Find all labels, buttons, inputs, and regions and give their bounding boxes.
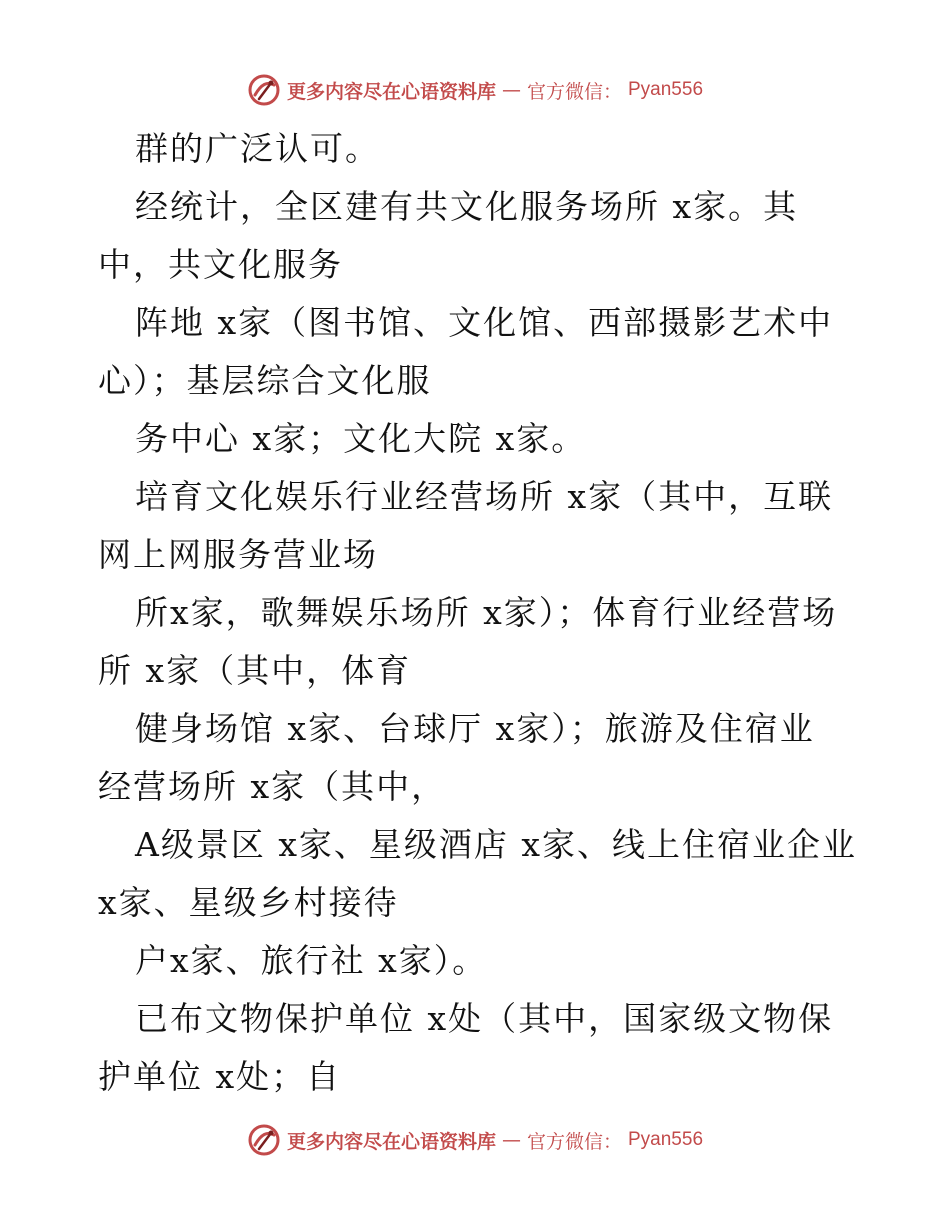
- text-line: 经统计，全区建有共文化服务场所 x家。其: [135, 187, 799, 226]
- footer-banner-separator: —: [501, 1129, 521, 1151]
- header-banner-inner: [247, 73, 703, 107]
- text-line: 所x家，歌舞娱乐场所 x家）；体育行业经营场: [135, 593, 838, 632]
- text-line: 所 x家（其中，体育: [98, 651, 412, 690]
- logo-icon: [247, 73, 281, 107]
- footer-banner-inner: [247, 1123, 703, 1157]
- text-line: 阵地 x家（图书馆、文化馆、西部摄影艺术中: [135, 303, 834, 342]
- text-line: 中，共文化服务: [98, 245, 343, 284]
- header-wechat-id: Pyan556: [628, 79, 704, 100]
- text-line: 心）；基层综合文化服: [98, 361, 432, 400]
- text-line: 经营场所 x家（其中，: [98, 767, 447, 806]
- text-line: 培育文化娱乐行业经营场所 x家（其中，互联: [135, 477, 834, 516]
- text-line: x家、星级乡村接待: [98, 883, 399, 922]
- text-line: 护单位 x处；自: [98, 1057, 342, 1096]
- footer-banner: [0, 1120, 950, 1160]
- text-line: 群的广泛认可。: [135, 129, 380, 168]
- text-line: 已布文物保护单位 x处（其中，国家级文物保: [135, 999, 834, 1038]
- document-body: [98, 120, 868, 1106]
- footer-wechat-id: Pyan556: [628, 1129, 704, 1150]
- footer-wechat-label: 官方微信：: [526, 1130, 622, 1153]
- text-line: 户x家、旅行社 x家）。: [135, 941, 488, 980]
- header-banner-text: 更多内容尽在心语资料库: [286, 80, 496, 103]
- text-line: 务中心 x家；文化大院 x家。: [135, 419, 587, 458]
- text-line: 健身场馆 x家、台球厅 x家）；旅游及住宿业: [135, 709, 815, 748]
- footer-banner-text: 更多内容尽在心语资料库: [286, 1130, 496, 1153]
- text-line: 网上网服务营业场: [98, 535, 378, 574]
- text-line: A级景区 x家、星级酒店 x家、线上住宿业企业: [135, 825, 858, 864]
- logo-icon: [247, 1123, 281, 1157]
- header-banner-separator: —: [501, 79, 521, 101]
- header-wechat-label: 官方微信：: [526, 80, 622, 103]
- header-banner: [0, 70, 950, 110]
